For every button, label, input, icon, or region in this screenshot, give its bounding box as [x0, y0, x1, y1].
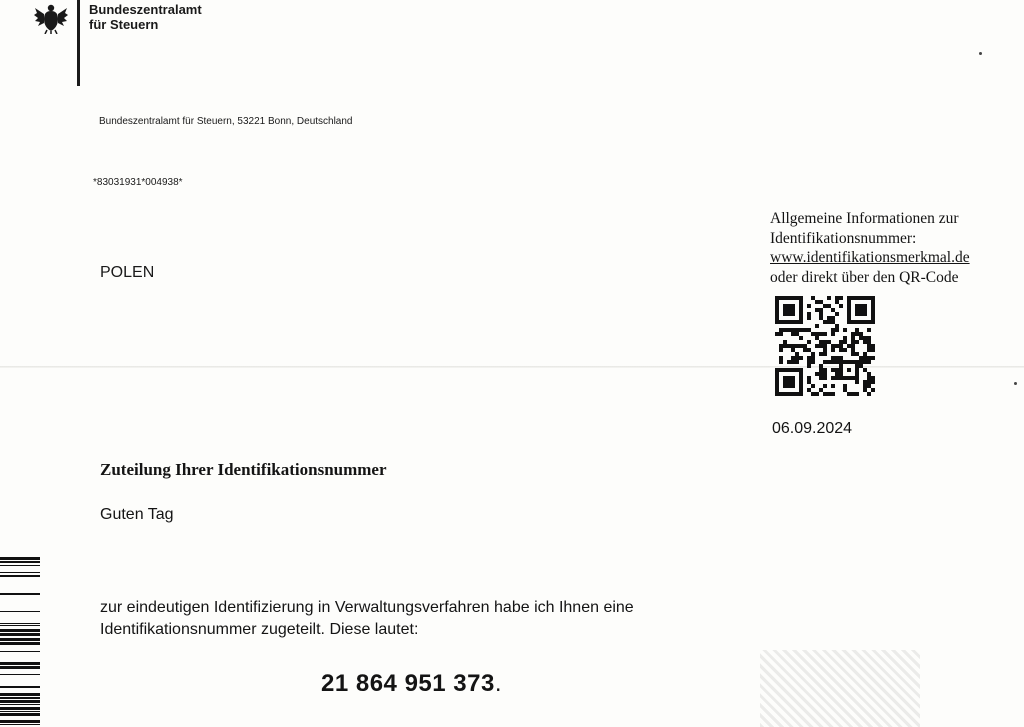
- authority-line-1: Bundeszentralamt: [89, 2, 202, 17]
- authority-line-2: für Steuern: [89, 17, 159, 32]
- body-line-1: zur eindeutigen Identifizierung in Verwaltungsverfahren habe ich Ihnen eine: [100, 599, 634, 616]
- info-line-2: Identifikationsnummer:: [770, 229, 917, 247]
- info-box: [770, 209, 970, 287]
- info-line-4: oder direkt über den QR-Code: [770, 268, 959, 286]
- federal-eagle-icon: [34, 2, 68, 34]
- info-url-link[interactable]: www.identifikationsmerkmal.de: [770, 249, 970, 266]
- authority-logo-text: [89, 2, 202, 32]
- paper-speck: [979, 52, 982, 55]
- identification-number-value: 21 864 951 373: [321, 670, 495, 697]
- logo-divider: [77, 0, 80, 86]
- letter-body: [100, 597, 800, 641]
- trailing-dot: .: [494, 670, 502, 697]
- postal-barcode: [0, 553, 40, 727]
- reference-code: *83031931*004938*: [93, 177, 183, 188]
- paper-speck: [1014, 382, 1017, 385]
- letter-greeting: Guten Tag: [100, 506, 174, 523]
- identification-number: [321, 670, 502, 698]
- body-line-2: Identifikationsnummer zugeteilt. Diese lautet:: [100, 621, 419, 638]
- recipient-country: POLEN: [100, 264, 155, 281]
- sender-line: Bundeszentralamt für Steuern, 53221 Bonn, Deutschland: [99, 116, 353, 127]
- info-line-1: Allgemeine Informationen zur: [770, 210, 959, 227]
- letter-date: 06.09.2024: [772, 420, 853, 437]
- letter-subject: Zuteilung Ihrer Identifikationsnummer: [100, 460, 387, 479]
- qr-code-icon[interactable]: [775, 296, 875, 396]
